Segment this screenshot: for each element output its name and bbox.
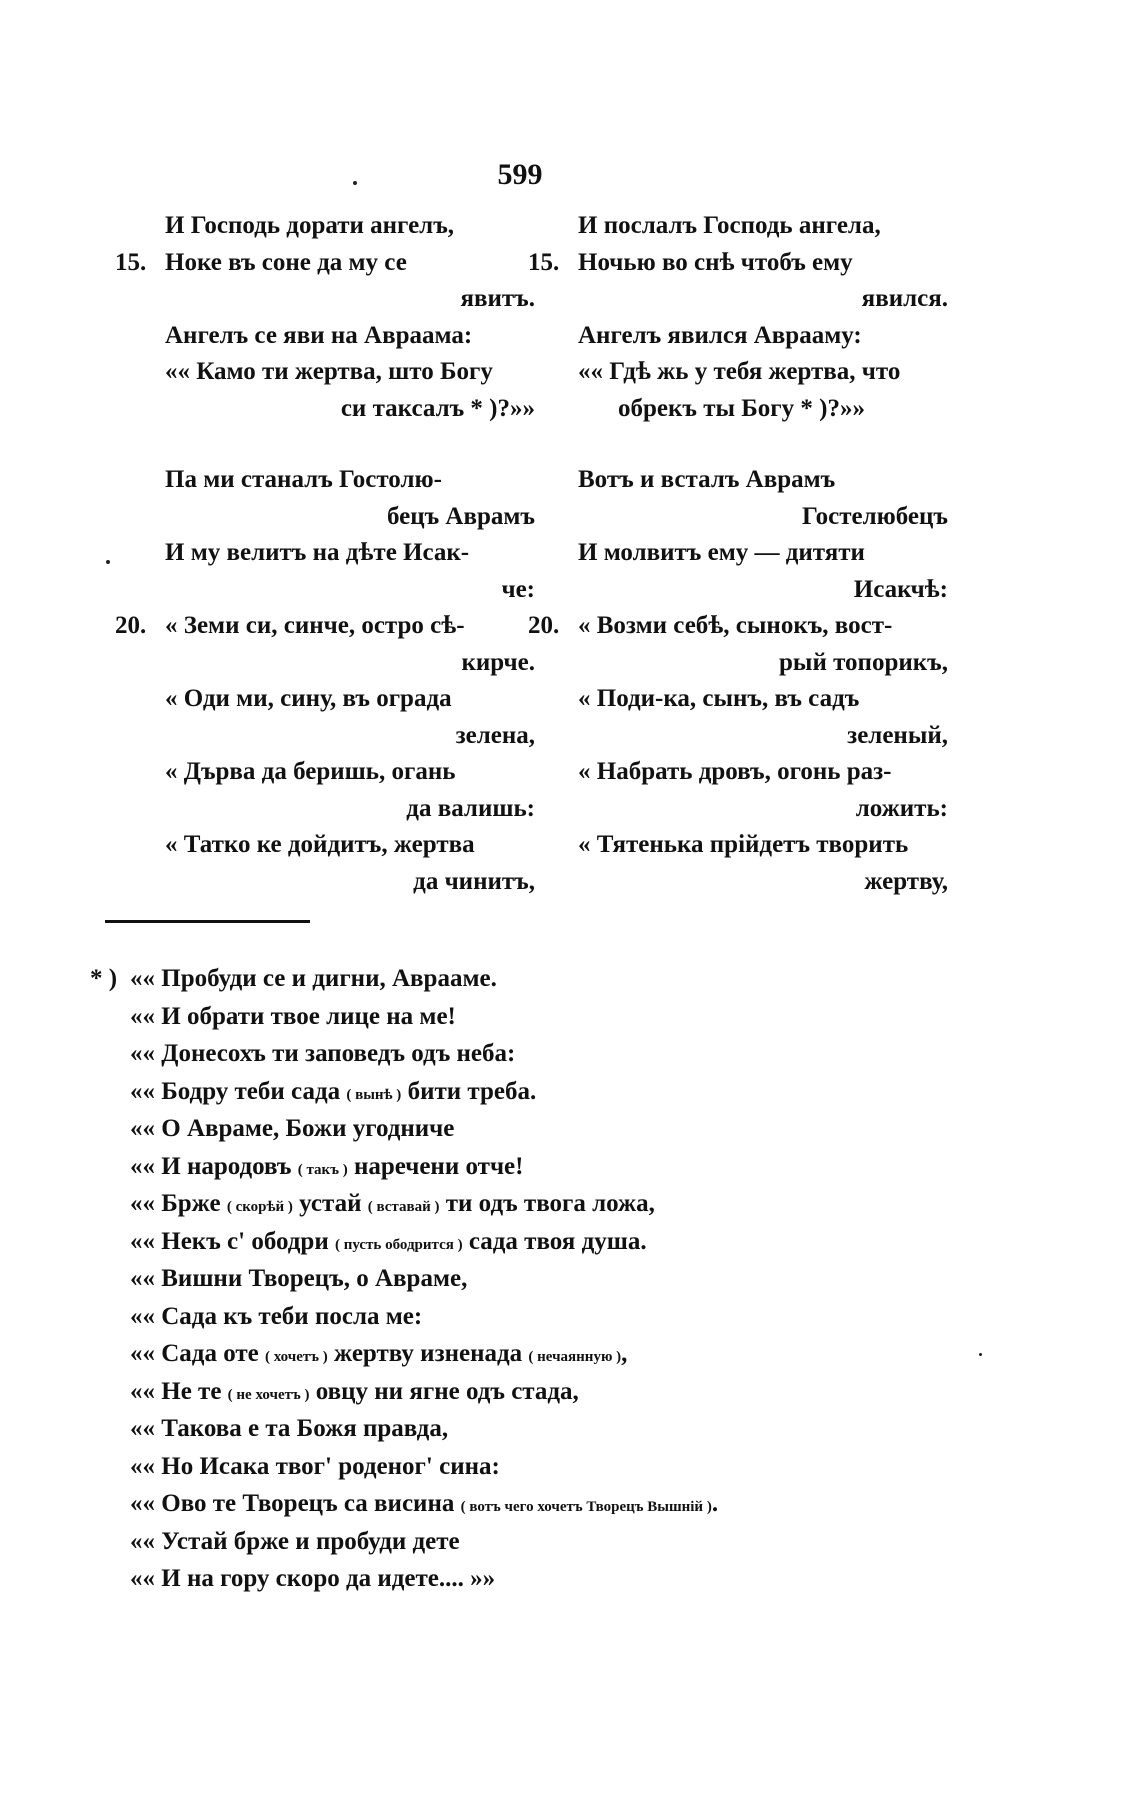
verse-line	[528, 754, 948, 791]
footnote-text: бити треба.	[401, 1077, 537, 1105]
verse-continuation	[528, 645, 948, 682]
verse-text-cont: жертву,	[864, 867, 948, 895]
footnote-rule	[105, 920, 310, 923]
gloss: ( вотъ чего хочетъ Творецъ Вышній )	[460, 1499, 712, 1515]
gloss: ( скорѣй )	[226, 1199, 293, 1215]
footnote-line	[130, 1335, 1010, 1373]
verse-continuation	[528, 391, 948, 428]
footnote-line	[130, 1485, 1010, 1523]
verse-text-cont: кирче.	[461, 648, 535, 676]
footnote-block	[90, 960, 1010, 1598]
footnote-marker: * )	[90, 965, 118, 992]
verse-line	[528, 318, 948, 355]
verse-text: И молвитъ ему — дитяти	[578, 539, 865, 566]
footnote-line	[130, 1148, 1010, 1186]
verse-line	[115, 608, 535, 645]
verse-text-cont: да валишь:	[406, 794, 535, 822]
verse-text-cont: явитъ.	[460, 285, 535, 312]
verse-text-cont: че:	[501, 575, 535, 603]
footnote-text: овцу ни ягне одъ стада,	[309, 1377, 579, 1405]
verse-continuation	[528, 572, 948, 609]
footnote-text: «« И обрати твое лице на ме!	[130, 1002, 456, 1030]
verse-continuation	[115, 864, 535, 901]
verse-line	[528, 827, 948, 864]
gloss: ( пусть ободрится )	[334, 1236, 463, 1253]
verse-line	[528, 535, 948, 572]
verse-text-cont: явился.	[861, 285, 948, 312]
verse-text: « Оди ми, сину, въ ограда	[165, 685, 452, 712]
verse-text: Ангелъ се яви на Авраама:	[165, 321, 473, 349]
line-number: 15.	[115, 248, 147, 276]
verse-line	[115, 681, 535, 718]
verse-continuation	[115, 791, 535, 828]
verse-line	[115, 827, 535, 864]
footnote-line	[130, 1223, 1010, 1261]
verse-line	[528, 208, 948, 245]
footnote-text: «« Ово те Творецъ са висина	[130, 1490, 461, 1517]
line-number: 15.	[528, 248, 560, 276]
gloss: ( вставай )	[367, 1199, 440, 1215]
right-column-russian	[528, 208, 948, 900]
footnote-text: «« И народовъ	[130, 1152, 298, 1180]
verse-line	[115, 245, 535, 282]
footnote-text: «« Сада оте	[130, 1340, 265, 1367]
gloss: ( не хочетъ )	[227, 1386, 310, 1403]
gloss: ( хочетъ )	[265, 1349, 328, 1365]
verse-text: « Дърва да беришь, огань	[165, 758, 456, 785]
footnote-line	[130, 1373, 1010, 1411]
verse-text: « Возми себѣ, сынокъ, вост-	[578, 612, 893, 639]
verse-continuation	[528, 499, 948, 536]
verse-continuation	[528, 791, 948, 828]
verse-text: «« Камо ти жертва, што Богу	[165, 358, 493, 385]
verse-text-cont: бецъ Аврамъ	[386, 502, 535, 530]
verse-text: Вотъ и всталъ Аврамъ	[578, 466, 836, 493]
line-number: 20.	[528, 612, 560, 639]
verse-continuation	[115, 645, 535, 682]
verse-line	[528, 681, 948, 718]
verse-line	[115, 462, 535, 499]
verse-text-cont: рый топорикъ,	[779, 648, 948, 676]
verse-text: « Поди-ка, сынъ, въ садъ	[578, 685, 860, 712]
footnote-text: «« Вишни Творецъ, о Авраме,	[130, 1265, 468, 1292]
verse-text-cont: си таксалъ * )?»»	[340, 394, 535, 422]
footnote-line	[130, 1410, 1010, 1448]
page-number: 599	[497, 158, 543, 191]
verse-continuation	[528, 718, 948, 755]
verse-continuation	[528, 281, 948, 318]
footnote-text: .	[711, 1490, 719, 1517]
verse-text-cont: обрекъ ты Богу * )?»»	[618, 394, 865, 422]
footnote-text: сада твоя душа.	[462, 1227, 647, 1255]
verse-line	[528, 354, 948, 391]
footnote-line	[130, 1035, 1010, 1073]
footnote-line	[130, 1523, 1010, 1561]
verse-continuation	[115, 572, 535, 609]
footnote-line	[130, 1185, 1010, 1223]
verse-line	[115, 535, 535, 572]
verse-text-cont: зеленый,	[847, 721, 948, 749]
footnote-text: «« И на гору скоро да идете.... »»	[130, 1565, 496, 1592]
verse-text: Па ми станалъ Гостолю-	[165, 466, 442, 493]
verse-text: «« Гдѣ жь у тебя жертва, что	[578, 358, 901, 385]
footnote-text: «« О Авраме, Божи угодниче	[130, 1115, 455, 1142]
verse-text-cont: да чинитъ,	[413, 867, 535, 895]
left-column-dialect	[115, 208, 535, 900]
footnote-text: наречени отче!	[347, 1152, 524, 1180]
verse-line	[115, 208, 535, 245]
verse-text: Ноке въ соне да му се	[165, 248, 407, 276]
footnote-text: жертву изненада	[327, 1340, 529, 1367]
footnote-text: «« Бодру теби сада	[130, 1077, 347, 1105]
footnote-text: «« Но Исака твог' роденог' сина:	[130, 1452, 500, 1480]
verse-text: « Тятенька прійдетъ творить	[578, 831, 909, 858]
footnote-text: «« Некъ с' ободри	[130, 1227, 335, 1255]
gloss: ( вынѣ )	[346, 1086, 402, 1103]
footnote-text: ,	[621, 1340, 628, 1367]
footnote-text: устай	[292, 1190, 368, 1217]
verse-text: « Татко ке дойдитъ, жертва	[165, 831, 475, 858]
footnote-line	[130, 1110, 1010, 1148]
verse-line	[115, 354, 535, 391]
verse-continuation	[115, 391, 535, 428]
footnote-line	[130, 1260, 1010, 1298]
footnote-line	[130, 1448, 1010, 1486]
verse-text-cont: Гостелюбецъ	[801, 502, 948, 530]
footnote-text: «« Пробуди се и дигни, Авраамe.	[130, 965, 497, 992]
footnote-text: ти одъ твога ложа,	[439, 1190, 655, 1217]
line-number: 20.	[115, 612, 147, 639]
footnote-text: «« Донесохъ ти заповедъ одъ неба:	[130, 1040, 516, 1067]
footnote-line	[130, 998, 1010, 1036]
verse-line	[115, 318, 535, 355]
verse-text: И Господь дорати ангелъ,	[165, 212, 455, 239]
gloss: ( такъ )	[297, 1161, 348, 1178]
verse-text-cont: Исакчѣ:	[853, 575, 948, 603]
verse-continuation	[115, 281, 535, 318]
footnote-text: «« Брже	[130, 1190, 227, 1217]
verse-line	[528, 245, 948, 282]
verse-continuation	[115, 718, 535, 755]
footnote-line	[90, 960, 1010, 998]
footnote-text: «« Такова е та Божя правда,	[130, 1415, 449, 1442]
verse-text: И му велитъ на дѣте Исак-	[165, 539, 470, 566]
verse-line	[528, 608, 948, 645]
verse-text-cont: зелена,	[455, 721, 535, 749]
verse-line	[528, 462, 948, 499]
verse-continuation	[528, 864, 948, 901]
verse-text: « Земи си, синче, остро сѣ-	[165, 612, 465, 639]
verse-text: « Набрать дровъ, огонь раз-	[578, 758, 892, 785]
print-speck	[106, 560, 110, 564]
verse-text-cont: ложить:	[855, 794, 948, 822]
verse-continuation	[115, 499, 535, 536]
footnote-text: «« Сада къ теби посла ме:	[130, 1302, 423, 1330]
verse-text: Ночью во снѣ чтобъ ему	[578, 248, 853, 276]
footnote-line	[130, 1073, 1010, 1111]
footnote-line	[130, 1560, 1010, 1598]
verse-text: И послалъ Господь ангела,	[578, 212, 881, 239]
footnote-line	[130, 1298, 1010, 1336]
footnote-text: «« Не те	[130, 1377, 228, 1405]
gloss: ( нечаянную )	[528, 1349, 622, 1365]
verse-text: Ангелъ явился Аврааму:	[578, 321, 862, 349]
verse-line	[115, 754, 535, 791]
footnote-text: «« Устай брже и пробуди дете	[130, 1527, 460, 1555]
